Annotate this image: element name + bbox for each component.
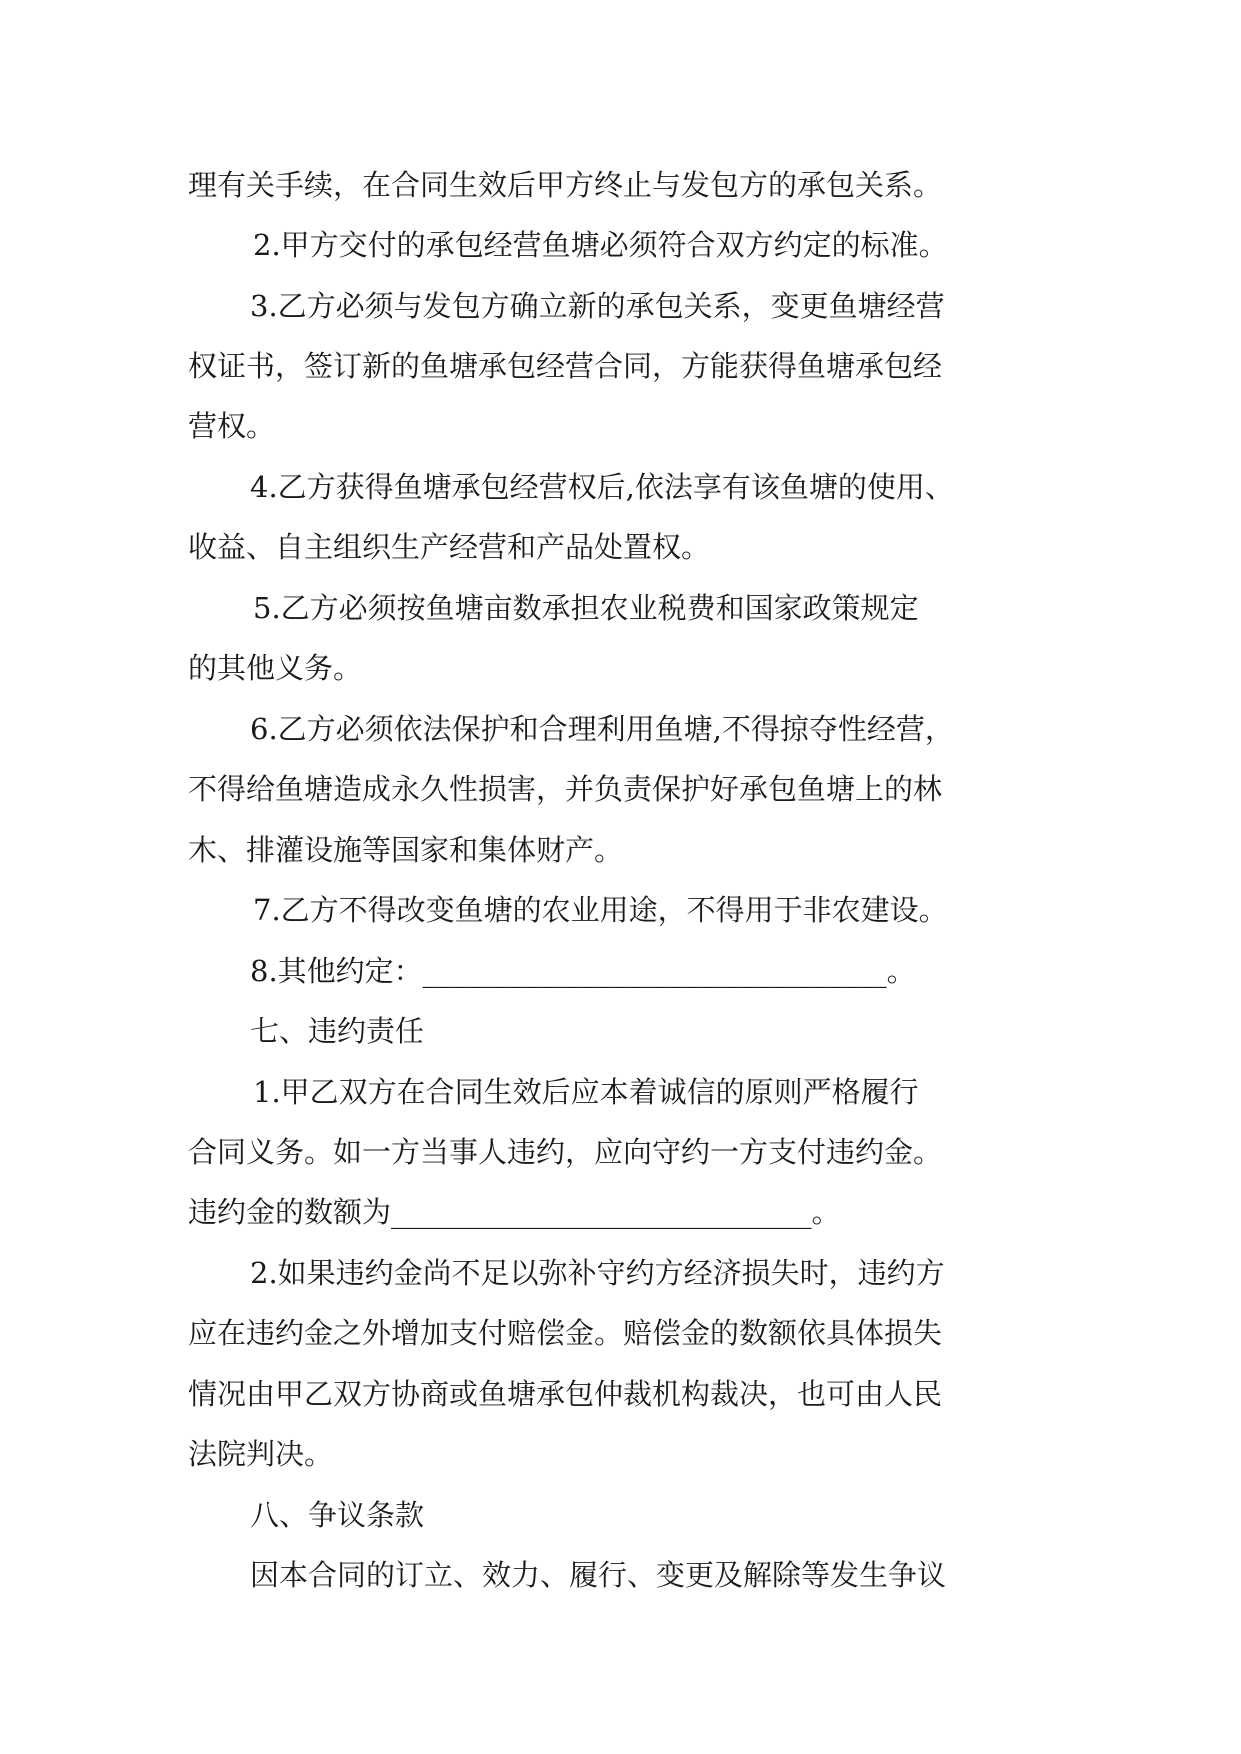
- body-line-7: 收益、自主组织生产经营和产品处置权。: [188, 530, 711, 564]
- body-line-22: 因本合同的订立、效力、履行、变更及解除等发生争议: [250, 1558, 947, 1592]
- body-line-10: 6.乙方必须依法保护和合理利用鱼塘,不得掠夺性经营，: [250, 712, 954, 746]
- body-line-5: 营权。: [188, 409, 276, 443]
- body-line-2: 2.甲方交付的承包经营鱼塘必须符合双方约定的标准。: [253, 228, 948, 262]
- body-line-19: 应在违约金之外增加支付赔偿金。赔偿金的数额依具体损失: [188, 1316, 943, 1350]
- body-line-18: 2.如果违约金尚不足以弥补守约方经济损失时，违约方: [250, 1256, 945, 1290]
- body-line-3: 3.乙方必须与发包方确立新的承包关系，变更鱼塘经营: [250, 289, 945, 323]
- body-line-8: 5.乙方必须按鱼塘亩数承担农业税费和国家政策规定: [253, 591, 919, 625]
- body-line-20: 情况由甲乙双方协商或鱼塘承包仲裁机构裁决，也可由人民: [188, 1377, 943, 1411]
- body-line-1: 理有关手续，在合同生效后甲方终止与发包方的承包关系。: [188, 168, 943, 202]
- body-line-13: 7.乙方不得改变鱼塘的农业用途，不得用于非农建设。: [253, 893, 948, 927]
- body-line-16: 合同义务。如一方当事人违约，应向守约一方支付违约金。: [188, 1135, 943, 1169]
- body-line-6: 4.乙方获得鱼塘承包经营权后,依法享有该鱼塘的使用、: [250, 470, 954, 504]
- body-line-11: 不得给鱼塘造成永久性损害，并负责保护好承包鱼塘上的林: [188, 772, 943, 806]
- body-line-9: 的其他义务。: [188, 651, 363, 685]
- section-heading-7: 七、违约责任: [250, 1014, 425, 1048]
- body-line-17: 违约金的数额为_____________________________。: [188, 1195, 841, 1229]
- section-heading-8: 八、争议条款: [250, 1498, 425, 1532]
- body-line-21: 法院判决。: [188, 1437, 334, 1471]
- body-line-12: 木、排灌设施等国家和集体财产。: [188, 833, 624, 867]
- body-line-14: 8.其他约定：________________________________。: [250, 954, 916, 988]
- body-line-15: 1.甲乙双方在合同生效后应本着诚信的原则严格履行: [253, 1075, 919, 1109]
- body-line-4: 权证书，签订新的鱼塘承包经营合同，方能获得鱼塘承包经: [188, 349, 943, 383]
